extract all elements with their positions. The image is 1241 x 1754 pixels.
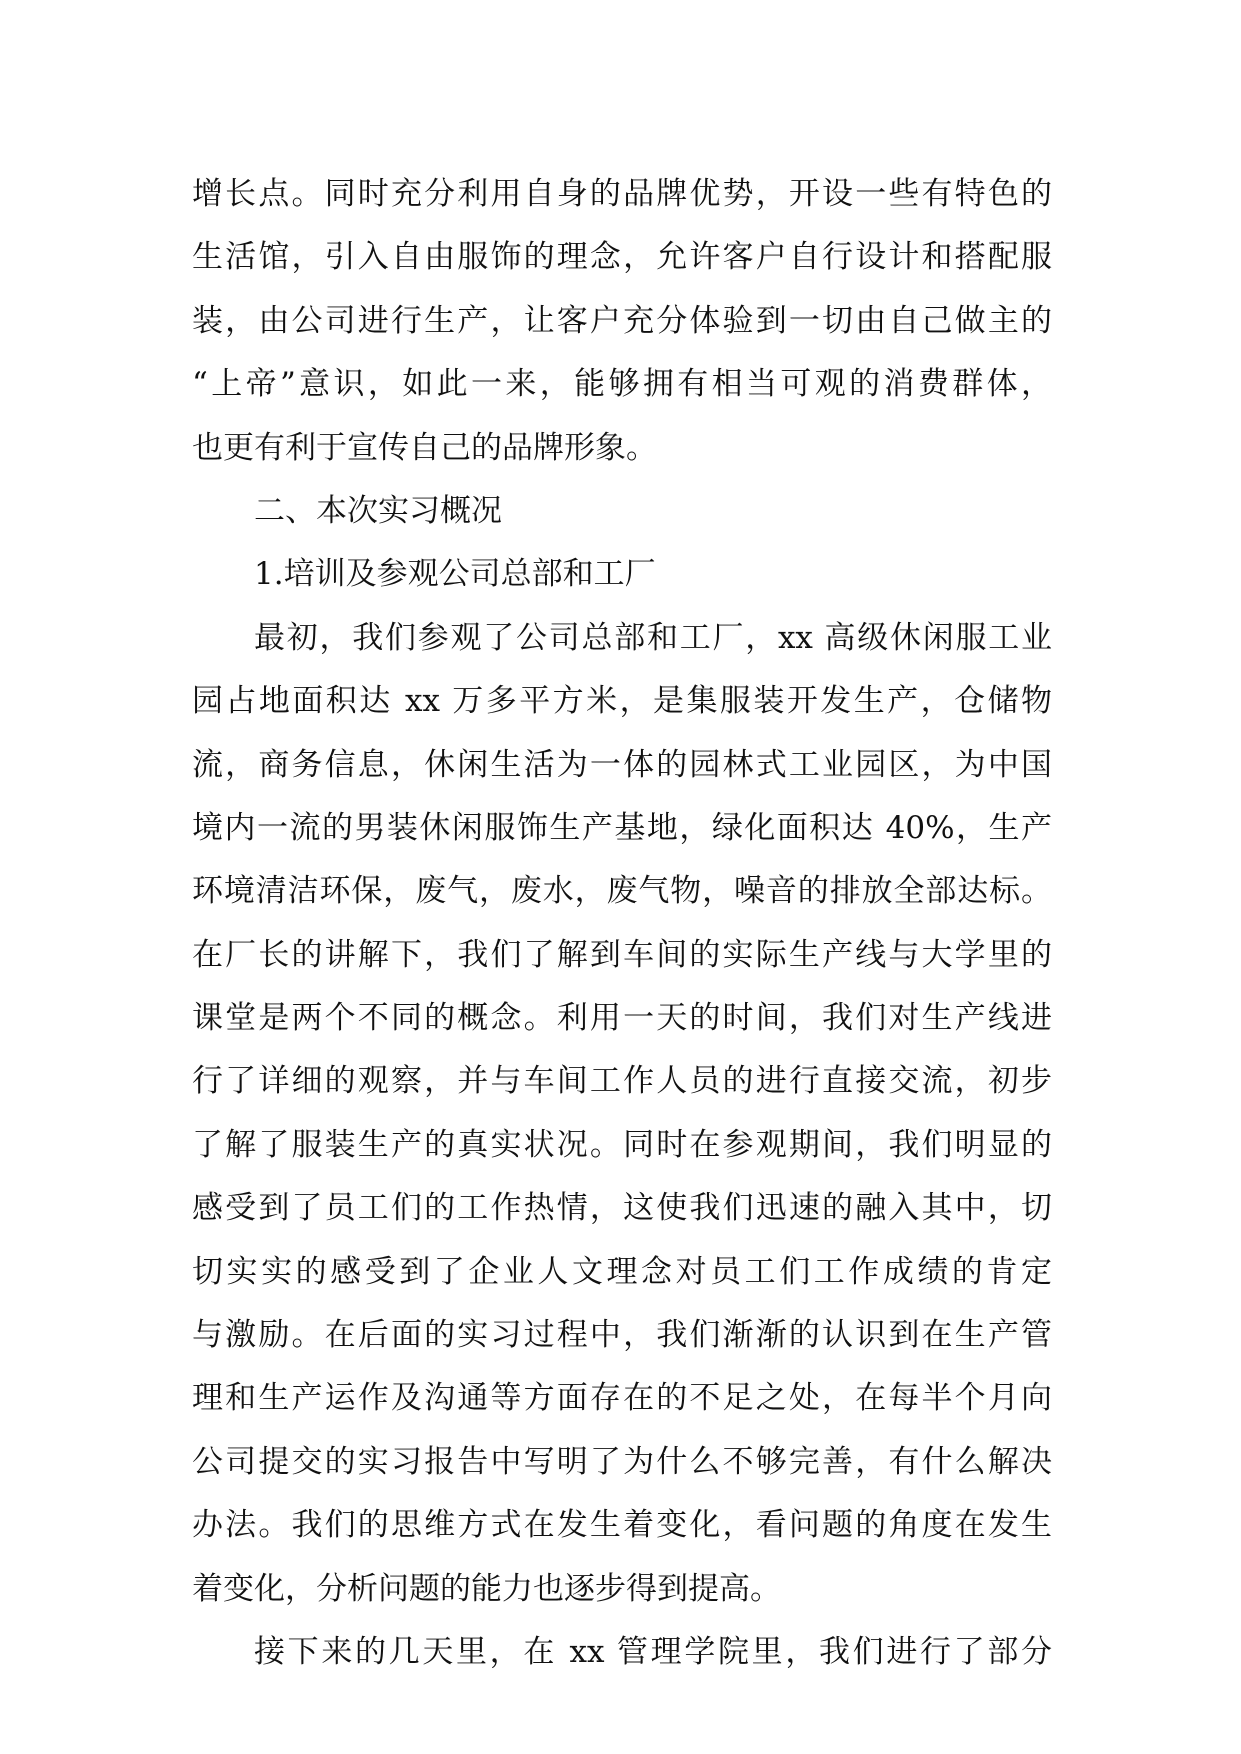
section-heading: 二、本次实习概况 (254, 492, 502, 529)
text-line: 流，商务信息，休闲生活为一体的园林式工业园区，为中国 (192, 746, 1052, 783)
text-line: “上帝”意识，如此一来，能够拥有相当可观的消费群体， (192, 366, 1052, 403)
text-line: 公司提交的实习报告中写明了为什么不够完善，有什么解决 (192, 1443, 1052, 1480)
text-line: 增长点。同时充分利用自身的品牌优势，开设一些有特色的 (192, 176, 1052, 212)
text-line: 最初，我们参观了公司总部和工厂，xx 高级休闲服工业 (254, 619, 1052, 656)
text-line: 装，由公司进行生产，让客户充分体验到一切由自己做主的 (192, 302, 1052, 339)
text-line: 切实实的感受到了企业人文理念对员工们工作成绩的肯定 (192, 1253, 1052, 1290)
text-line: 行了详细的观察，并与车间工作人员的进行直接交流，初步 (192, 1063, 1052, 1100)
text-line: 理和生产运作及沟通等方面存在的不足之处，在每半个月向 (192, 1380, 1052, 1417)
text-line: 环境清洁环保，废气，废水，废气物，噪音的排放全部达标。 (192, 873, 1052, 910)
text-line: 园占地面积达 xx 万多平方米，是集服装开发生产，仓储物 (192, 683, 1052, 720)
body-text (192, 163, 1052, 1684)
text-line: 与激励。在后面的实习过程中，我们渐渐的认识到在生产管 (192, 1317, 1052, 1354)
text-line: 境内一流的男装休闲服饰生产基地，绿化面积达 40%，生产 (192, 809, 1052, 846)
text-line: 也更有利于宣传自己的品牌形象。 (192, 429, 657, 466)
subsection-heading: 1.培训及参观公司总部和工厂 (254, 556, 656, 593)
text-line: 感受到了员工们的工作热情，这使我们迅速的融入其中，切 (192, 1190, 1052, 1227)
text-line: 了解了服装生产的真实状况。同时在参观期间，我们明显的 (192, 1126, 1052, 1163)
text-line: 生活馆，引入自由服饰的理念，允许客户自行设计和搭配服 (192, 239, 1052, 276)
text-line: 在厂长的讲解下，我们了解到车间的实际生产线与大学里的 (192, 936, 1052, 973)
text-line: 办法。我们的思维方式在发生着变化，看问题的角度在发生 (192, 1507, 1052, 1544)
text-line: 课堂是两个不同的概念。利用一天的时间，我们对生产线进 (192, 1000, 1052, 1037)
text-line: 着变化，分析问题的能力也逐步得到提高。 (192, 1570, 781, 1607)
text-line: 接下来的几天里，在 xx 管理学院里，我们进行了部分 (254, 1633, 1052, 1670)
